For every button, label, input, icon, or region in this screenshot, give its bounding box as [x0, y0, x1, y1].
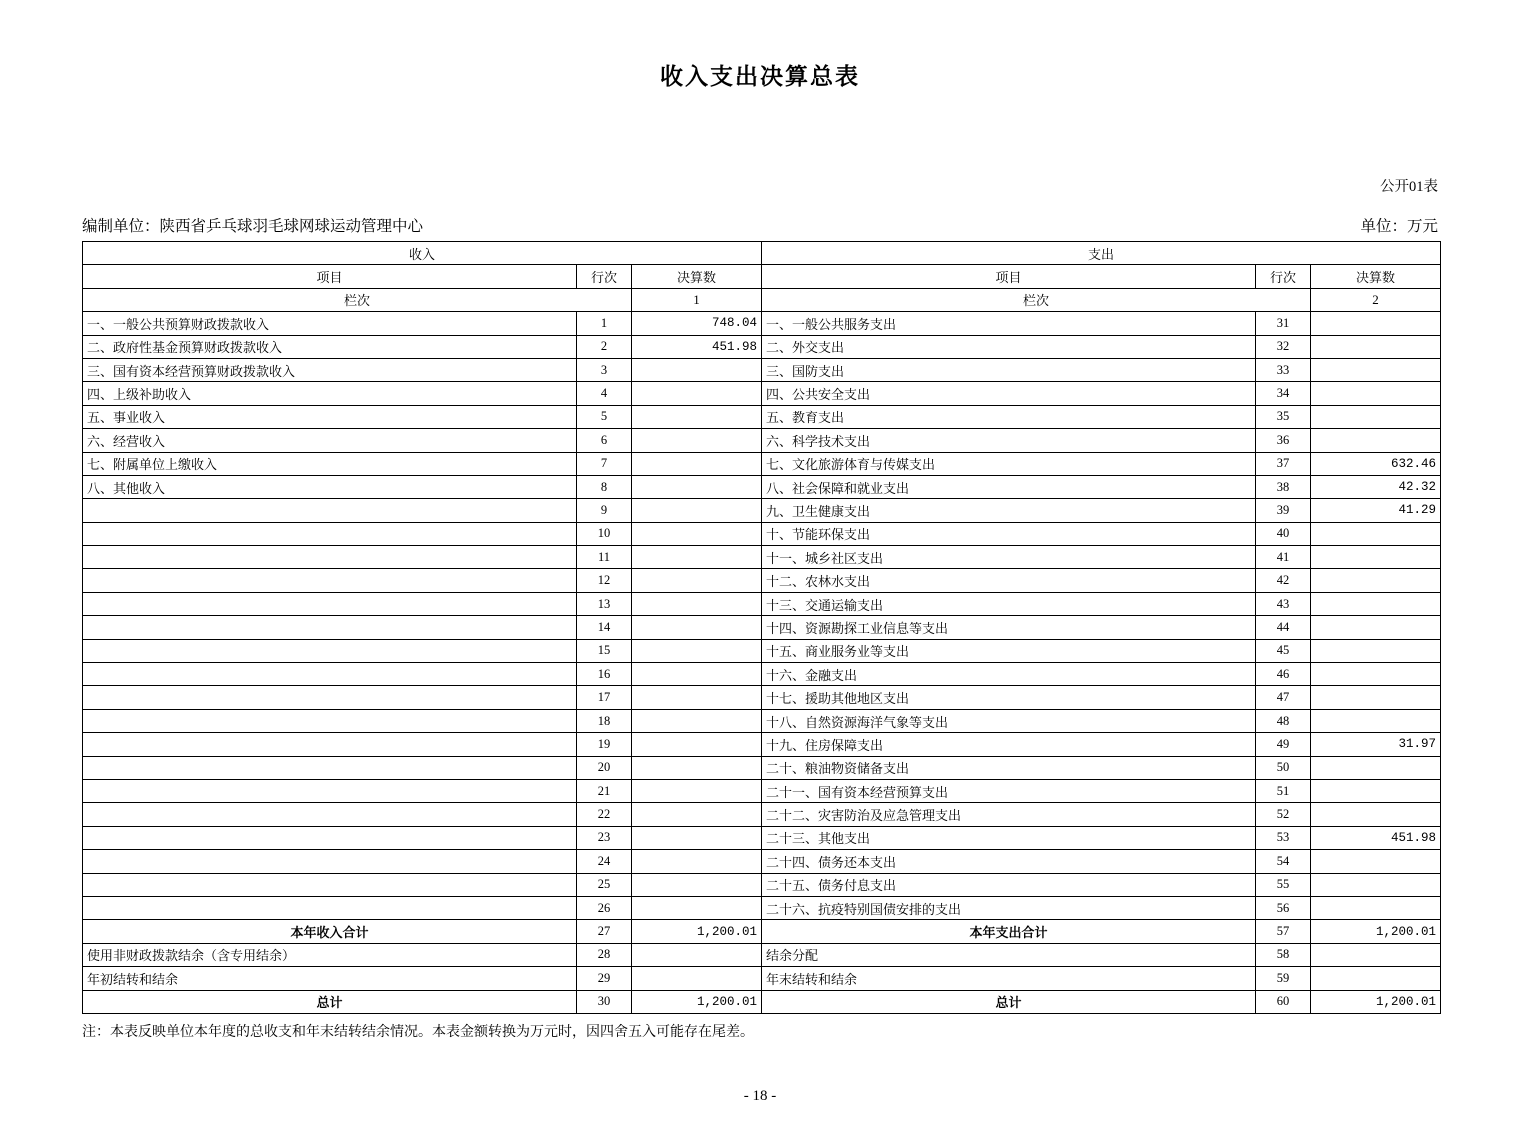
expenditure-line-number: 32 — [1256, 335, 1311, 358]
table-row — [83, 803, 1441, 826]
summary-income-label: 使用非财政拨款结余（含专用结余） — [83, 943, 577, 966]
expenditure-line-number: 45 — [1256, 639, 1311, 662]
income-item-label — [83, 686, 577, 709]
income-final-value — [632, 733, 762, 756]
expenditure-line-number: 38 — [1256, 475, 1311, 498]
income-line-number: 22 — [577, 803, 632, 826]
expenditure-final-value — [1311, 686, 1441, 709]
income-item-label — [83, 522, 577, 545]
expenditure-line-number: 52 — [1256, 803, 1311, 826]
summary-income-line-number: 30 — [577, 990, 632, 1013]
expenditure-line-number: 39 — [1256, 499, 1311, 522]
summary-expenditure-value: 1,200.01 — [1311, 920, 1441, 943]
expenditure-final-value — [1311, 405, 1441, 428]
income-final-value — [632, 639, 762, 662]
expenditure-line-number: 44 — [1256, 616, 1311, 639]
income-item-label — [83, 639, 577, 662]
expenditure-final-value: 451.98 — [1311, 826, 1441, 849]
income-final-value — [632, 382, 762, 405]
income-item-label — [83, 569, 577, 592]
page-title: 收入支出决算总表 — [660, 64, 860, 89]
expenditure-item-label: 十六、金融支出 — [762, 663, 1256, 686]
expenditure-final-value — [1311, 592, 1441, 615]
income-line-number: 20 — [577, 756, 632, 779]
income-final-value — [632, 405, 762, 428]
income-line-number: 19 — [577, 733, 632, 756]
summary-expenditure-line-number: 60 — [1256, 990, 1311, 1013]
column-header-income-line: 行次 — [577, 265, 632, 288]
income-line-number: 23 — [577, 826, 632, 849]
table-row — [83, 709, 1441, 732]
table-column-header-row — [83, 265, 1441, 288]
income-item-label: 四、上级补助收入 — [83, 382, 577, 405]
table-row — [83, 756, 1441, 779]
amount-unit-label: 单位：万元 — [1360, 218, 1438, 235]
expenditure-item-label: 二十、粮油物资储备支出 — [762, 756, 1256, 779]
table-row — [83, 569, 1441, 592]
table-row — [83, 826, 1441, 849]
income-final-value — [632, 873, 762, 896]
income-item-label: 八、其他收入 — [83, 475, 577, 498]
table-summary-row — [83, 967, 1441, 990]
expenditure-final-value: 31.97 — [1311, 733, 1441, 756]
group-header-income: 收入 — [83, 242, 762, 265]
expenditure-final-value — [1311, 382, 1441, 405]
expenditure-line-number: 40 — [1256, 522, 1311, 545]
income-item-label — [83, 873, 577, 896]
expenditure-line-number: 54 — [1256, 850, 1311, 873]
column-header-exp-item: 项目 — [762, 265, 1256, 288]
income-final-value — [632, 499, 762, 522]
income-item-label — [83, 546, 577, 569]
income-line-number: 18 — [577, 709, 632, 732]
income-expenditure-table — [82, 241, 1441, 1014]
table-row — [83, 733, 1441, 756]
table-row — [83, 639, 1441, 662]
expenditure-line-number: 49 — [1256, 733, 1311, 756]
income-item-label: 七、附属单位上缴收入 — [83, 452, 577, 475]
expenditure-final-value — [1311, 850, 1441, 873]
column-index-label-income: 栏次 — [83, 288, 632, 311]
summary-income-label: 年初结转和结余 — [83, 967, 577, 990]
table-row — [83, 546, 1441, 569]
summary-expenditure-label: 结余分配 — [762, 943, 1256, 966]
expenditure-item-label: 十、节能环保支出 — [762, 522, 1256, 545]
summary-expenditure-line-number: 58 — [1256, 943, 1311, 966]
summary-income-value — [632, 943, 762, 966]
table-row — [83, 499, 1441, 522]
expenditure-item-label: 九、卫生健康支出 — [762, 499, 1256, 522]
compiling-unit-label: 编制单位：陕西省乒乓球羽毛球网球运动管理中心 — [82, 218, 424, 235]
summary-expenditure-line-number: 59 — [1256, 967, 1311, 990]
expenditure-item-label: 十九、住房保障支出 — [762, 733, 1256, 756]
expenditure-line-number: 43 — [1256, 592, 1311, 615]
income-final-value — [632, 850, 762, 873]
table-row — [83, 850, 1441, 873]
income-final-value — [632, 522, 762, 545]
income-final-value — [632, 779, 762, 802]
income-line-number: 15 — [577, 639, 632, 662]
summary-expenditure-label: 年末结转和结余 — [762, 967, 1256, 990]
income-item-label — [83, 592, 577, 615]
income-item-label — [83, 896, 577, 919]
expenditure-final-value — [1311, 756, 1441, 779]
income-line-number: 26 — [577, 896, 632, 919]
expenditure-final-value — [1311, 779, 1441, 802]
expenditure-final-value — [1311, 639, 1441, 662]
summary-income-line-number: 27 — [577, 920, 632, 943]
table-row — [83, 452, 1441, 475]
income-item-label — [83, 826, 577, 849]
income-item-label — [83, 499, 577, 522]
column-header-exp-line: 行次 — [1256, 265, 1311, 288]
income-final-value — [632, 756, 762, 779]
income-final-value — [632, 429, 762, 452]
table-row — [83, 382, 1441, 405]
income-line-number: 17 — [577, 686, 632, 709]
expenditure-line-number: 35 — [1256, 405, 1311, 428]
income-line-number: 21 — [577, 779, 632, 802]
table-column-index-row — [83, 288, 1441, 311]
income-final-value: 748.04 — [632, 312, 762, 335]
summary-expenditure-line-number: 57 — [1256, 920, 1311, 943]
table-row — [83, 616, 1441, 639]
expenditure-final-value — [1311, 663, 1441, 686]
expenditure-line-number: 41 — [1256, 546, 1311, 569]
expenditure-final-value — [1311, 616, 1441, 639]
summary-expenditure-value — [1311, 943, 1441, 966]
expenditure-line-number: 37 — [1256, 452, 1311, 475]
expenditure-item-label: 十一、城乡社区支出 — [762, 546, 1256, 569]
table-row — [83, 686, 1441, 709]
income-final-value: 451.98 — [632, 335, 762, 358]
income-final-value — [632, 826, 762, 849]
expenditure-line-number: 47 — [1256, 686, 1311, 709]
expenditure-item-label: 十三、交通运输支出 — [762, 592, 1256, 615]
income-line-number: 14 — [577, 616, 632, 639]
expenditure-line-number: 36 — [1256, 429, 1311, 452]
income-line-number: 9 — [577, 499, 632, 522]
table-summary-row — [83, 990, 1441, 1013]
income-final-value — [632, 592, 762, 615]
income-item-label — [83, 663, 577, 686]
table-row — [83, 475, 1441, 498]
expenditure-item-label: 十七、援助其他地区支出 — [762, 686, 1256, 709]
income-item-label — [83, 803, 577, 826]
table-row — [83, 663, 1441, 686]
income-item-label: 六、经营收入 — [83, 429, 577, 452]
income-item-label — [83, 850, 577, 873]
summary-income-label: 本年收入合计 — [83, 920, 577, 943]
income-final-value — [632, 686, 762, 709]
income-item-label: 一、一般公共预算财政拨款收入 — [83, 312, 577, 335]
table-row — [83, 312, 1441, 335]
column-header-exp-final: 决算数 — [1311, 265, 1441, 288]
expenditure-item-label: 二十四、债务还本支出 — [762, 850, 1256, 873]
column-index-label-expenditure: 栏次 — [762, 288, 1311, 311]
income-line-number: 7 — [577, 452, 632, 475]
expenditure-line-number: 34 — [1256, 382, 1311, 405]
group-header-expenditure: 支出 — [762, 242, 1441, 265]
column-header-income-final: 决算数 — [632, 265, 762, 288]
summary-income-line-number: 29 — [577, 967, 632, 990]
income-final-value — [632, 803, 762, 826]
income-line-number: 11 — [577, 546, 632, 569]
income-line-number: 12 — [577, 569, 632, 592]
income-item-label — [83, 733, 577, 756]
summary-expenditure-value — [1311, 967, 1441, 990]
expenditure-item-label: 十八、自然资源海洋气象等支出 — [762, 709, 1256, 732]
expenditure-final-value — [1311, 335, 1441, 358]
column-header-income-item: 项目 — [83, 265, 577, 288]
summary-expenditure-label: 本年支出合计 — [762, 920, 1256, 943]
expenditure-item-label: 一、一般公共服务支出 — [762, 312, 1256, 335]
expenditure-final-value — [1311, 358, 1441, 381]
expenditure-item-label: 二十三、其他支出 — [762, 826, 1256, 849]
table-row — [83, 335, 1441, 358]
table-row — [83, 592, 1441, 615]
form-code-label: 公开01表 — [1380, 179, 1438, 195]
expenditure-item-label: 二十一、国有资本经营预算支出 — [762, 779, 1256, 802]
page-number: - 18 - — [743, 1088, 777, 1104]
table-summary-row — [83, 920, 1441, 943]
table-row — [83, 405, 1441, 428]
expenditure-line-number: 46 — [1256, 663, 1311, 686]
expenditure-item-label: 五、教育支出 — [762, 405, 1256, 428]
expenditure-item-label: 二、外交支出 — [762, 335, 1256, 358]
table-row — [83, 522, 1441, 545]
income-line-number: 6 — [577, 429, 632, 452]
table-row — [83, 358, 1441, 381]
income-item-label: 二、政府性基金预算财政拨款收入 — [83, 335, 577, 358]
income-item-label: 三、国有资本经营预算财政拨款收入 — [83, 358, 577, 381]
summary-income-line-number: 28 — [577, 943, 632, 966]
summary-income-value: 1,200.01 — [632, 990, 762, 1013]
expenditure-item-label: 六、科学技术支出 — [762, 429, 1256, 452]
expenditure-line-number: 50 — [1256, 756, 1311, 779]
income-line-number: 4 — [577, 382, 632, 405]
income-final-value — [632, 569, 762, 592]
income-line-number: 5 — [577, 405, 632, 428]
table-row — [83, 779, 1441, 802]
expenditure-item-label: 二十五、债务付息支出 — [762, 873, 1256, 896]
summary-expenditure-value: 1,200.01 — [1311, 990, 1441, 1013]
income-line-number: 13 — [577, 592, 632, 615]
column-index-income: 1 — [632, 288, 762, 311]
expenditure-item-label: 二十二、灾害防治及应急管理支出 — [762, 803, 1256, 826]
expenditure-final-value — [1311, 546, 1441, 569]
income-line-number: 16 — [577, 663, 632, 686]
expenditure-item-label: 七、文化旅游体育与传媒支出 — [762, 452, 1256, 475]
expenditure-line-number: 55 — [1256, 873, 1311, 896]
income-item-label: 五、事业收入 — [83, 405, 577, 428]
expenditure-item-label: 十五、商业服务业等支出 — [762, 639, 1256, 662]
expenditure-item-label: 八、社会保障和就业支出 — [762, 475, 1256, 498]
table-group-header-row — [83, 242, 1441, 265]
expenditure-item-label: 十二、农林水支出 — [762, 569, 1256, 592]
expenditure-line-number: 51 — [1256, 779, 1311, 802]
expenditure-item-label: 十四、资源勘探工业信息等支出 — [762, 616, 1256, 639]
expenditure-final-value — [1311, 896, 1441, 919]
expenditure-item-label: 二十六、抗疫特别国债安排的支出 — [762, 896, 1256, 919]
expenditure-final-value — [1311, 312, 1441, 335]
expenditure-line-number: 53 — [1256, 826, 1311, 849]
table-row — [83, 429, 1441, 452]
table-row — [83, 896, 1441, 919]
expenditure-line-number: 48 — [1256, 709, 1311, 732]
income-final-value — [632, 663, 762, 686]
income-item-label — [83, 709, 577, 732]
income-line-number: 24 — [577, 850, 632, 873]
income-final-value — [632, 546, 762, 569]
income-line-number: 3 — [577, 358, 632, 381]
meta-row — [82, 214, 1438, 236]
income-final-value — [632, 452, 762, 475]
income-line-number: 8 — [577, 475, 632, 498]
expenditure-final-value — [1311, 429, 1441, 452]
income-final-value — [632, 475, 762, 498]
summary-expenditure-label: 总计 — [762, 990, 1256, 1013]
expenditure-final-value: 41.29 — [1311, 499, 1441, 522]
expenditure-final-value — [1311, 873, 1441, 896]
income-final-value — [632, 709, 762, 732]
expenditure-line-number: 33 — [1256, 358, 1311, 381]
income-item-label — [83, 779, 577, 802]
income-line-number: 10 — [577, 522, 632, 545]
income-line-number: 25 — [577, 873, 632, 896]
income-line-number: 2 — [577, 335, 632, 358]
expenditure-final-value — [1311, 803, 1441, 826]
expenditure-item-label: 四、公共安全支出 — [762, 382, 1256, 405]
income-item-label — [83, 756, 577, 779]
table-row — [83, 873, 1441, 896]
expenditure-final-value: 632.46 — [1311, 452, 1441, 475]
income-final-value — [632, 358, 762, 381]
expenditure-item-label: 三、国防支出 — [762, 358, 1256, 381]
column-index-expenditure: 2 — [1311, 288, 1441, 311]
income-line-number: 1 — [577, 312, 632, 335]
expenditure-final-value — [1311, 522, 1441, 545]
expenditure-line-number: 42 — [1256, 569, 1311, 592]
table-note: 注：本表反映单位本年度的总收支和年末结转结余情况。本表金额转换为万元时，因四舍五入可能存在尾差。 — [82, 1025, 754, 1040]
expenditure-line-number: 56 — [1256, 896, 1311, 919]
table-summary-row — [83, 943, 1441, 966]
summary-income-label: 总计 — [83, 990, 577, 1013]
income-item-label — [83, 616, 577, 639]
expenditure-line-number: 31 — [1256, 312, 1311, 335]
expenditure-final-value — [1311, 709, 1441, 732]
expenditure-final-value: 42.32 — [1311, 475, 1441, 498]
expenditure-final-value — [1311, 569, 1441, 592]
document-page — [0, 58, 1520, 1132]
income-final-value — [632, 896, 762, 919]
income-final-value — [632, 616, 762, 639]
summary-income-value — [632, 967, 762, 990]
summary-income-value: 1,200.01 — [632, 920, 762, 943]
